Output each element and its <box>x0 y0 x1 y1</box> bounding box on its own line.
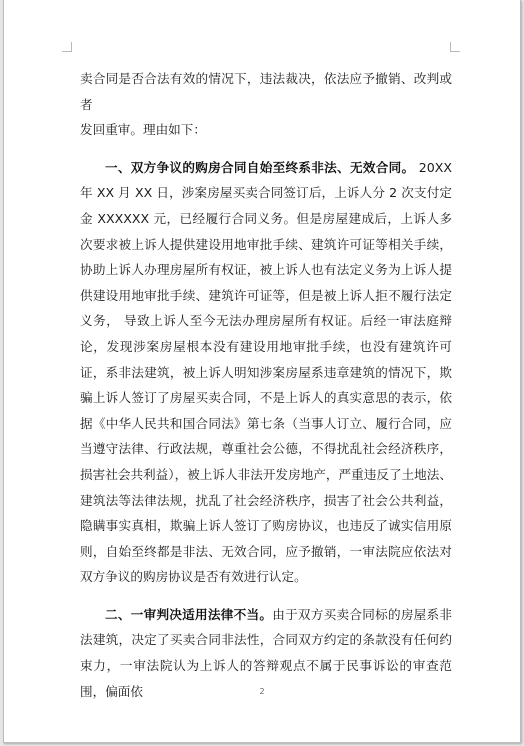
document-page <box>3 0 521 743</box>
intro-line-1: 卖合同是否合法有效的情况下，违法裁决，依法应予撤销、改判或者 <box>80 71 452 112</box>
document-body <box>80 66 452 704</box>
section-2-heading: 二、一审判决适用法律不当。 <box>105 606 273 622</box>
section-1-heading: 一、双方争议的购房合同自始至终系非法、无效合同。 <box>105 159 415 175</box>
corner-mark-top-left <box>62 42 72 52</box>
page-number: 2 <box>259 687 265 696</box>
section-2-text: 由于双方买卖合同标的房屋系非法建筑，决定了买卖合同非法性，合同双方约定的条款没有任何约束力，一审法院认为上诉人的答辩观点不属于民事诉讼的审查范围，偏面依 <box>80 606 453 699</box>
section-1-text: 20XX 年 XX 月 XX 日，涉案房屋买卖合同签订后，上诉人分 2 次支付定金 XXXXXX 元，已经履行合同义务。但是房屋建成后，上诉人多次要求被上诉人提供建设用地审批手续、建筑许可证等相关手续，协助上诉人办理房屋所有权证，被上诉人也有法定义务为上诉人提供建设用地审批手续、建筑许可证等，但是被上诉人拒不履行法定义务， 导致上诉人至今无法办理房屋所有权证。后经一审法庭辩论，发现涉案房屋根本没有建设用地审批手续，也没有建筑许可证，系非法建筑，被上诉人明知涉案房屋系违章建筑的情况下，欺骗上诉人签订了房屋买卖合同，不是上诉人的真实意思的表示，依据《中华人民共和国合同法》第七条（当事人订立、履行合同，应当遵守法律、行政法规，尊重社会公德，不得扰乱社会经济秩序，损害社会共利益），被上诉人非法开发房地产，严重违反了土地法、建筑法等法律法规，扰乱了社会经济秩序，损害了社会公共利益，隐瞒事实真相，欺骗上诉人签订了购房协议，也违反了诚实信用原则，自始至终都是非法、无效合同，应予撤销，一审法院应依法对双方争议的购房协议是否有效进行认定。 <box>80 159 452 585</box>
corner-mark-top-right <box>450 42 460 52</box>
intro-line-2: 发回重审。理由如下： <box>80 122 206 138</box>
paragraph-section-1 <box>80 155 452 590</box>
